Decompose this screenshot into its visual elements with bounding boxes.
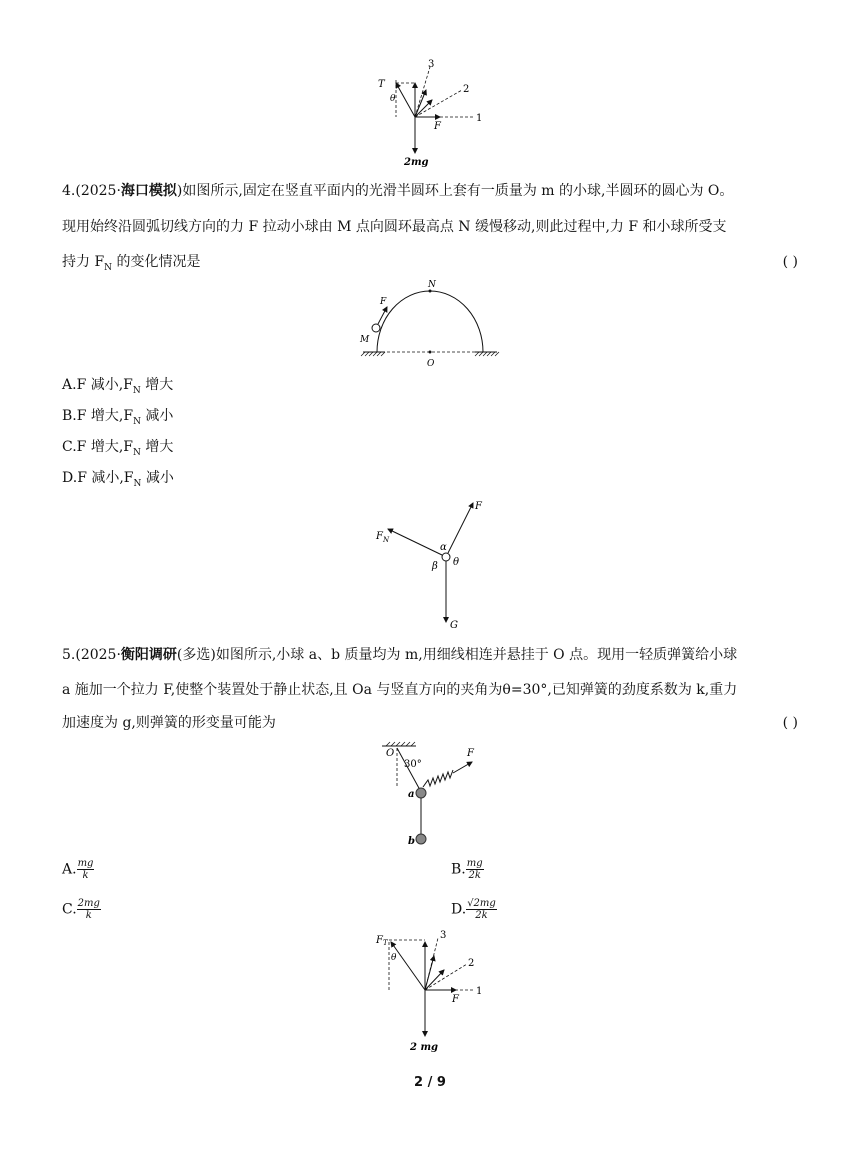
bottom-label-FT [375, 935, 389, 947]
q4-year: 2025· [80, 183, 121, 199]
label-3: 3 [428, 59, 435, 70]
q5-multi: (多选) [176, 647, 216, 663]
q5-option-b-den: 2k [468, 870, 481, 881]
q4-option-a-sub: N [132, 385, 141, 396]
q4-option-a[interactable] [62, 375, 173, 401]
bottom-label-theta: θ [391, 953, 397, 963]
bottom-label-FT-sub: T [382, 939, 388, 947]
q5-option-b-fraction [466, 858, 484, 881]
fig-force-FN-main: F [376, 531, 383, 542]
q5-option-b-label: B. [451, 861, 466, 878]
q4-line3-sub: N [104, 262, 113, 273]
label-T: T [378, 79, 385, 90]
q4-option-c[interactable] [62, 437, 173, 463]
q4-fig-O: O [427, 359, 435, 369]
q4-line3 [62, 252, 201, 278]
fig-force-beta: β [432, 561, 438, 572]
fig-force-theta: θ [453, 557, 460, 568]
q5-option-c-label: C. [62, 901, 77, 918]
q4-option-a-label: A. [62, 377, 77, 393]
q4-option-c-end: 增大 [140, 439, 174, 455]
q5-option-a-den: k [82, 870, 89, 881]
label-2mg: 2mg [404, 157, 429, 168]
q5-line2: a 施加一个拉力 F,使整个装置处于静止状态,且 Oa 与竖直方向的夹角为θ=30°,已知弹簧的劲度系数为 k,重力 [62, 682, 738, 698]
q5-fig-angle: 30° [404, 759, 422, 770]
label-2: 2 [463, 84, 470, 95]
q4-option-b[interactable] [62, 406, 173, 432]
top-force-diagram [370, 55, 500, 170]
q5-answer-blank: ( ) [782, 715, 798, 731]
bottom-label-2: 2 [468, 958, 475, 969]
bottom-label-1: 1 [476, 986, 483, 997]
q4-option-a-text: F 减小,F [76, 377, 133, 393]
q4-semicircle-figure [355, 276, 505, 371]
q4-option-d-label: D. [62, 470, 78, 486]
q4-fig-N: N [428, 280, 436, 290]
bottom-label-F: F [452, 994, 459, 1005]
q4-text1: )如图所示,固定在竖直平面内的光滑半圆环上套有一质量为 m 的小球,半圆环的圆心为 O。 [176, 183, 734, 199]
q4-option-c-label: C. [62, 439, 77, 455]
q5-number: 5.( [62, 647, 81, 663]
q5-option-a-num: mg [77, 858, 94, 869]
q5-line1 [62, 645, 737, 665]
label-1: 1 [476, 113, 483, 124]
q4-option-c-sub: N [133, 447, 141, 458]
q5-option-c[interactable] [62, 898, 101, 921]
q5-line3: 加速度为 g,则弹簧的形变量可能为 [62, 715, 276, 731]
q4-option-a-end: 增大 [140, 377, 174, 393]
q4-line3-end: 的变化情况是 [112, 254, 201, 270]
q5-year: 2025· [80, 647, 121, 663]
q4-line3-text: 持力 F [62, 254, 105, 270]
q4-source: 海口模拟 [120, 183, 177, 199]
q4-answer-blank: ( ) [782, 254, 798, 270]
q4-option-b-text: F 增大,F [76, 408, 134, 424]
bottom-label-2mg: 2 mg [410, 1042, 439, 1053]
q4-option-d[interactable] [62, 468, 174, 494]
fig-force-FN-sub: N [382, 536, 390, 544]
q5-spring-figure [378, 740, 488, 852]
q5-text1: 如图所示,小球 a、b 质量均为 m,用细线相连并悬挂于 O 点。现用一轻质弹簧给小球 [215, 647, 738, 663]
fig-force-F: F [475, 501, 482, 512]
bottom-force-diagram [372, 928, 492, 1058]
q5-option-c-den: k [85, 910, 92, 921]
q4-option-d-end: 减小 [141, 470, 174, 486]
q5-source: 衡阳调研 [120, 647, 177, 663]
q4-option-b-sub: N [133, 416, 141, 427]
q4-option-b-end: 减小 [140, 408, 174, 424]
q5-fig-F: F [467, 748, 474, 759]
q5-option-c-fraction [77, 898, 101, 921]
q5-option-d-fraction [466, 898, 497, 921]
q5-fig-O: O [386, 748, 395, 759]
q4-number: 4.( [62, 183, 81, 199]
q5-option-b[interactable] [451, 858, 484, 881]
page-number: 2 / 9 [414, 1075, 446, 1090]
q5-option-a-label: A. [62, 861, 77, 878]
label-theta: θ [390, 94, 396, 104]
q4-option-d-sub: N [133, 478, 142, 489]
fig-force-alpha: α [440, 542, 447, 553]
q5-option-c-num: 2mg [77, 898, 100, 909]
q5-option-b-num: mg [466, 858, 483, 869]
label-F: F [434, 121, 441, 132]
q4-line1 [62, 181, 733, 201]
q4-option-d-text: F 减小,F [77, 470, 134, 486]
q4-option-b-label: B. [62, 408, 77, 424]
bottom-label-3: 3 [440, 930, 447, 941]
q4-fig-M: M [360, 335, 370, 345]
fig-force-FN [375, 531, 390, 544]
q5-option-a[interactable] [62, 858, 94, 881]
q5-option-d-den: 2k [475, 910, 488, 921]
q4-line2: 现用始终沿圆弧切线方向的力 F 拉动小球由 M 点向圆环最高点 N 缓慢移动,则此过程中,力 F 和小球所受支 [62, 219, 727, 235]
q5-fig-a: a [408, 789, 415, 800]
q4-option-c-text: F 增大,F [76, 439, 133, 455]
q5-option-d-label: D. [451, 901, 467, 918]
fig-force-G: G [450, 620, 458, 631]
bottom-label-FT-main: F [376, 935, 383, 946]
q4-fig-F: F [380, 297, 387, 307]
force-analysis-figure [370, 495, 500, 635]
q5-option-a-fraction [77, 858, 95, 881]
q5-option-d-num: √2mg [467, 898, 496, 909]
q5-fig-b: b [408, 836, 415, 847]
q5-option-d[interactable] [451, 898, 497, 921]
